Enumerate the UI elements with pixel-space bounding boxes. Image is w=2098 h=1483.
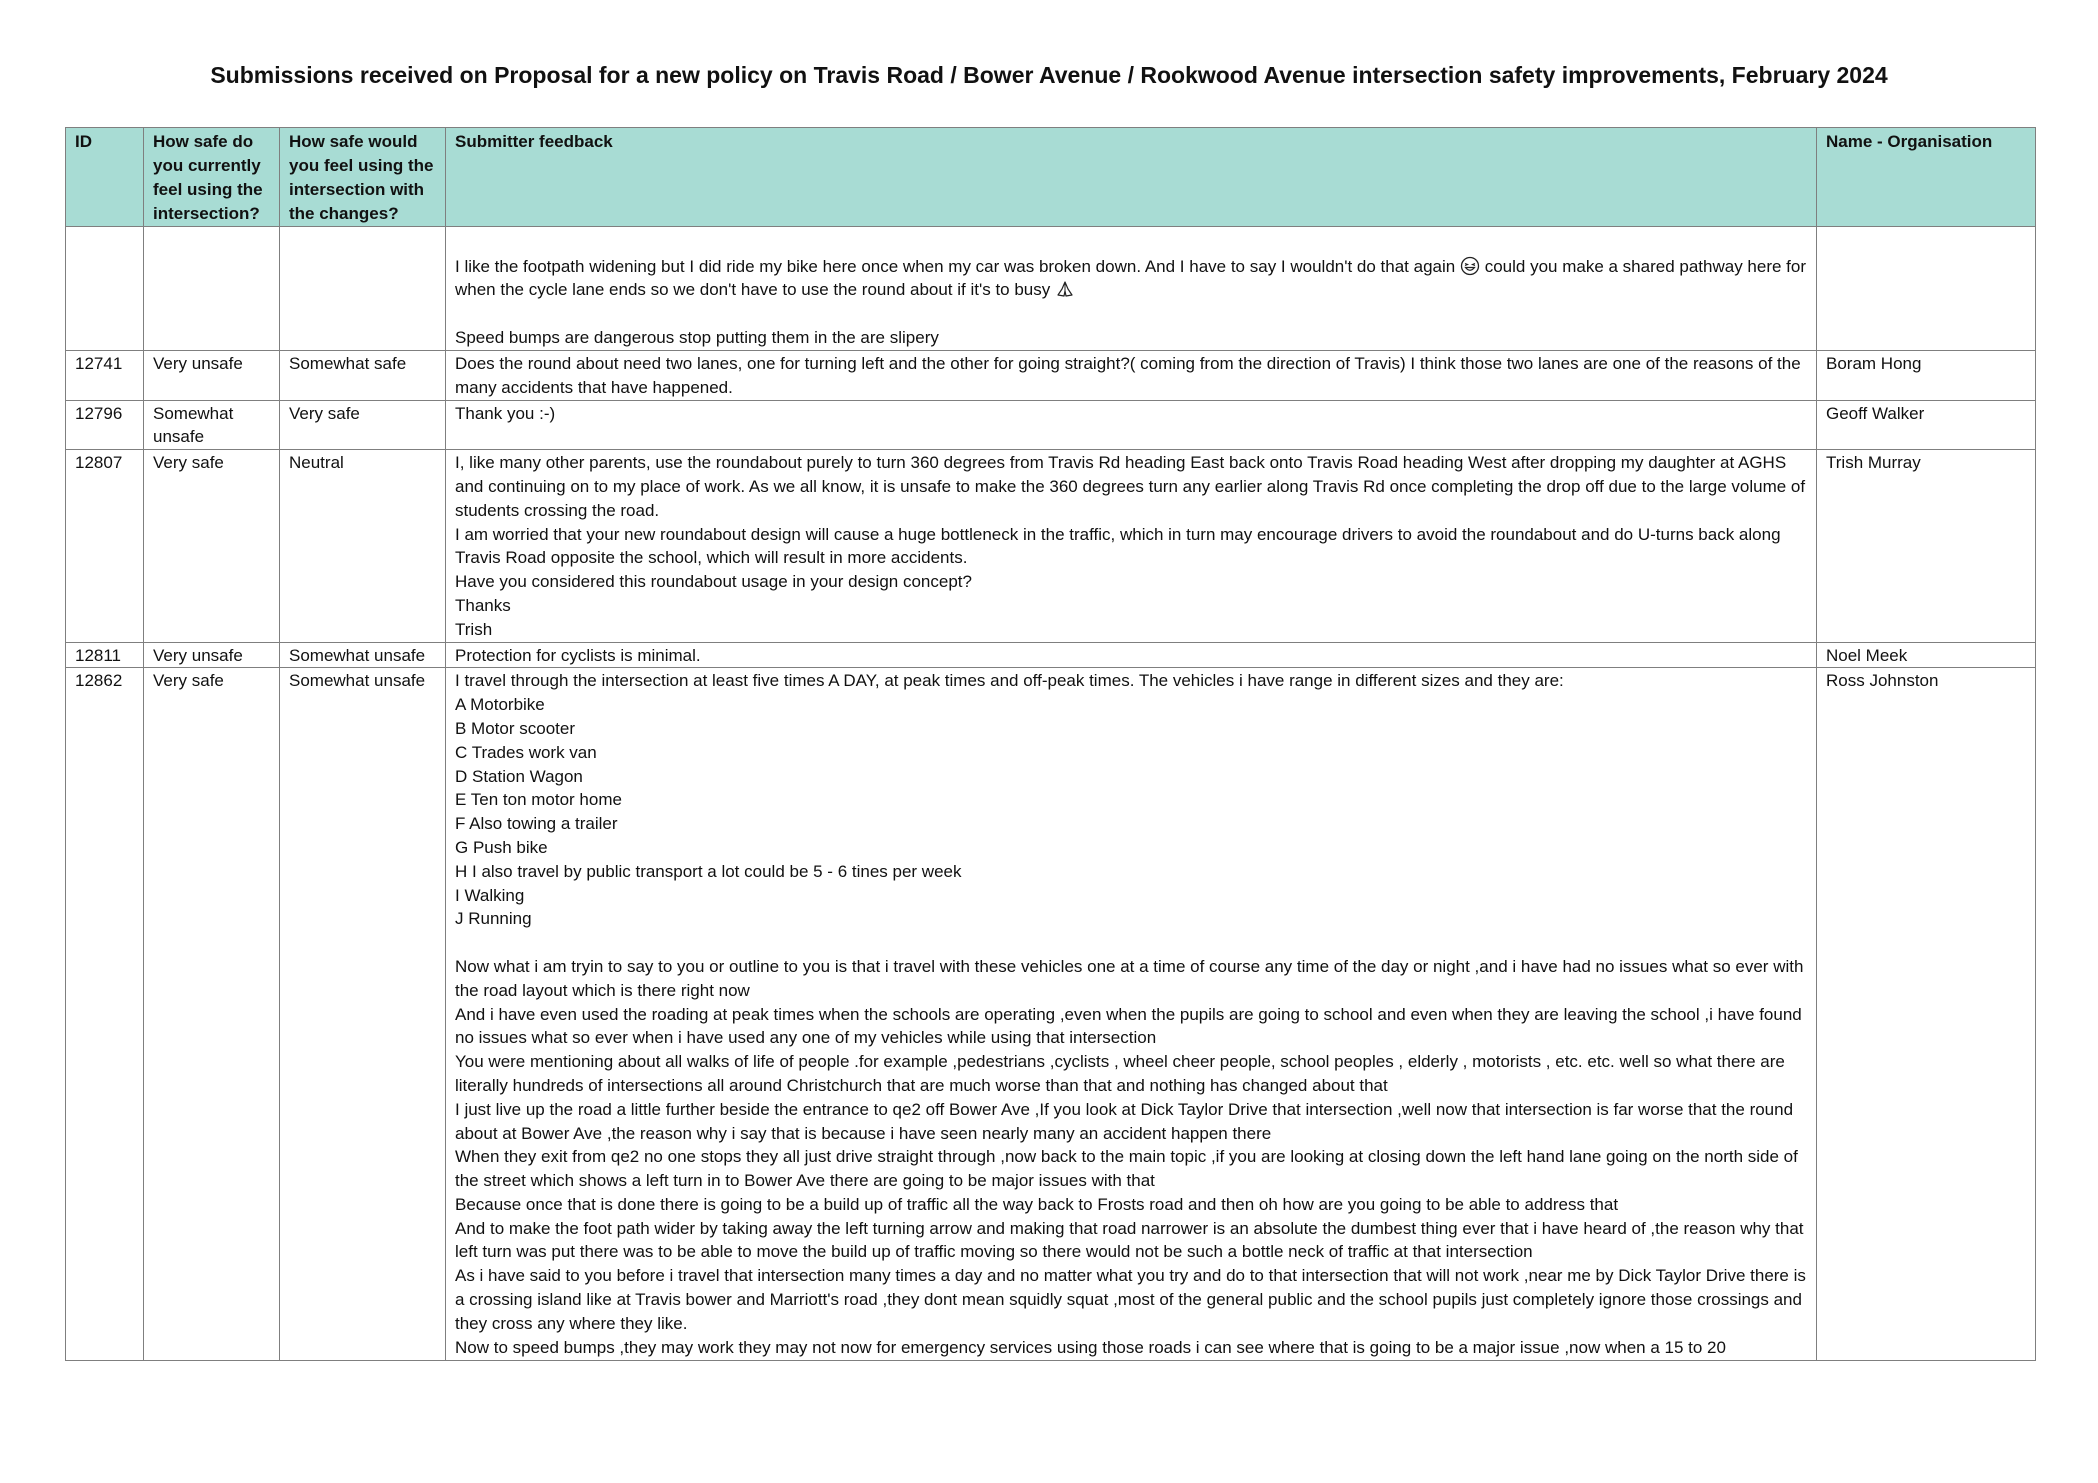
id-cell: 12807 <box>66 450 144 642</box>
submissions-table <box>65 127 2036 1361</box>
col-feedback-header: Submitter feedback <box>446 128 1817 227</box>
col-changes-safety-header: How safe would you feel using the intersection with the changes? <box>280 128 446 227</box>
id-cell: 12862 <box>66 668 144 1361</box>
current-safety-cell: Very unsafe <box>144 351 280 401</box>
changes-safety-cell: Somewhat safe <box>280 351 446 401</box>
name-cell: Ross Johnston <box>1817 668 2036 1361</box>
feedback-text: Speed bumps are dangerous stop putting them in the are slipery <box>455 328 939 348</box>
current-safety-cell <box>144 227 280 351</box>
id-cell: 12811 <box>66 642 144 668</box>
table-row <box>66 227 2036 351</box>
changes-safety-cell: Very safe <box>280 400 446 450</box>
feedback-cell <box>446 351 1817 401</box>
feedback-text: Thank you :-) <box>455 403 556 423</box>
feedback-text: could you make a shared pathway here for when the cycle lane ends so we don't have to use the round about if it's to busy <box>455 256 1807 300</box>
name-cell: Noel Meek <box>1817 642 2036 668</box>
name-cell: Trish Murray <box>1817 450 2036 642</box>
page-title: Submissions received on Proposal for a new policy on Travis Road / Bower Avenue / Rookwood Avenue intersection safety improvements, February 2024 <box>210 62 1888 88</box>
current-safety-cell: Very safe <box>144 668 280 1361</box>
feedback-text: Protection for cyclists is minimal. <box>455 645 701 665</box>
feedback-text: Does the round about need two lanes, one for turning left and the other for going straight?( coming from the direction of Travis) I think those two lanes are one of the reasons of the many accidents that have happened. <box>455 354 1801 397</box>
changes-safety-cell: Neutral <box>280 450 446 642</box>
name-cell <box>1817 227 2036 351</box>
table-row <box>66 351 2036 401</box>
feedback-cell <box>446 400 1817 450</box>
feedback-text: I like the footpath widening but I did ride my bike here once when my car was broken down. And I have to say I wouldn't do that again <box>455 256 1456 276</box>
current-safety-cell: Very safe <box>144 450 280 642</box>
feedback-cell <box>446 227 1817 351</box>
col-id-header: ID <box>66 128 144 227</box>
current-safety-cell: Somewhat unsafe <box>144 400 280 450</box>
laughing-face-icon <box>1460 256 1480 276</box>
feedback-cell <box>446 450 1817 642</box>
name-cell: Geoff Walker <box>1817 400 2036 450</box>
id-cell: 12741 <box>66 351 144 401</box>
col-current-safety-header: How safe do you currently feel using the intersection? <box>144 128 280 227</box>
current-safety-cell: Very unsafe <box>144 642 280 668</box>
table-row <box>66 642 2036 668</box>
changes-safety-cell <box>280 227 446 351</box>
praying-hands-icon <box>1055 279 1075 299</box>
feedback-cell <box>446 668 1817 1361</box>
table-row <box>66 668 2036 1361</box>
header-row <box>66 128 2036 227</box>
table-row <box>66 400 2036 450</box>
table-row <box>66 450 2036 642</box>
col-name-header: Name - Organisation <box>1817 128 2036 227</box>
feedback-text: I, like many other parents, use the roundabout purely to turn 360 degrees from Travis Rd heading East back onto Travis Road heading West after dropping my daughter at AGHS and continuing on to my place of work. As we all know, it is unsafe to make the 360 degrees turn any earlier along Travis Rd once completing the drop off due to the large volume of students crossing the road. I am worried that your new roundabout design will cause a huge bottleneck in the traffic, which in turn may encourage drivers to avoid the roundabout and do U-turns back along Travis Road opposite the school, which will result in more accidents. Have you considered this roundabout usage in your design concept? Thanks Trish <box>455 453 1806 639</box>
changes-safety-cell: Somewhat unsafe <box>280 668 446 1361</box>
feedback-text: I travel through the intersection at least five times A DAY, at peak times and off-peak times. The vehicles i have range in different sizes and they are: A Motorbike B Motor scooter C Trades work van D Station Wagon E Ten ton motor home F Also towing a trailer G Push bike H I also travel by public transport a lot could be 5 - 6 tines per week I Walking J Running Now what i am tryin to say to you or outline to you is that i travel with these vehicles one at a time of course any time of the day or night ,and i have had no issues what so ever with the road layout which is there right now And i have even used the roading at peak times when the schools are operating ,even when the pupils are going to school and even when they are leaving the school ,i have found no issues what so ever when i have used any one of my vehicles while using that intersection You were mentioning about all walks of life of people .for example ,pedestrians ,cyclists , wheel cheer people, school peoples , elderly , motorists , etc. etc. well so what there are literally hundreds of intersections all around Christchurch that are much worse than that and nothing has changed about that I just live up the road a little further beside the entrance to qe2 off Bower Ave ,If you look at Dick Taylor Drive that intersection ,well now that intersection is far worse that the round about at Bower Ave ,the reason why i say that is because i have seen nearly many an accident happen there When they exit from qe2 no one stops they all just drive straight through ,now back to the main topic ,if you are looking at closing down the left hand lane going on the north side of the street which shows a left turn in to Bower Ave there are going to be major issues with that Because once that is done there is going to be a build up of traffic all the way back to Frosts road and then oh how are you going to be able to address that And to make the foot path wider by taking away the left turning arrow and making that road narrower is an absolute the dumbest thing ever that i have heard of ,the reason why that left turn was put there was to be able to move the build up of traffic moving so there would not be such a bottle neck of traffic at that intersection As i have said to you before i travel that intersection many times a day and no matter what you try and do to that intersection that will not work ,near me by Dick Taylor Drive there is a crossing island like at Travis bower and Marriott's road ,they dont mean squidly squat ,most of the general public and the school pupils just completely ignore those crossings and they cross any where they like. Now to speed bumps ,they may work they may not now for emergency services using those roads i can see where that is going to be a major issue ,now when a 15 to 20 <box>455 671 1806 1357</box>
feedback-cell <box>446 642 1817 668</box>
name-cell: Boram Hong <box>1817 351 2036 401</box>
id-cell: 12796 <box>66 400 144 450</box>
changes-safety-cell: Somewhat unsafe <box>280 642 446 668</box>
id-cell <box>66 227 144 351</box>
